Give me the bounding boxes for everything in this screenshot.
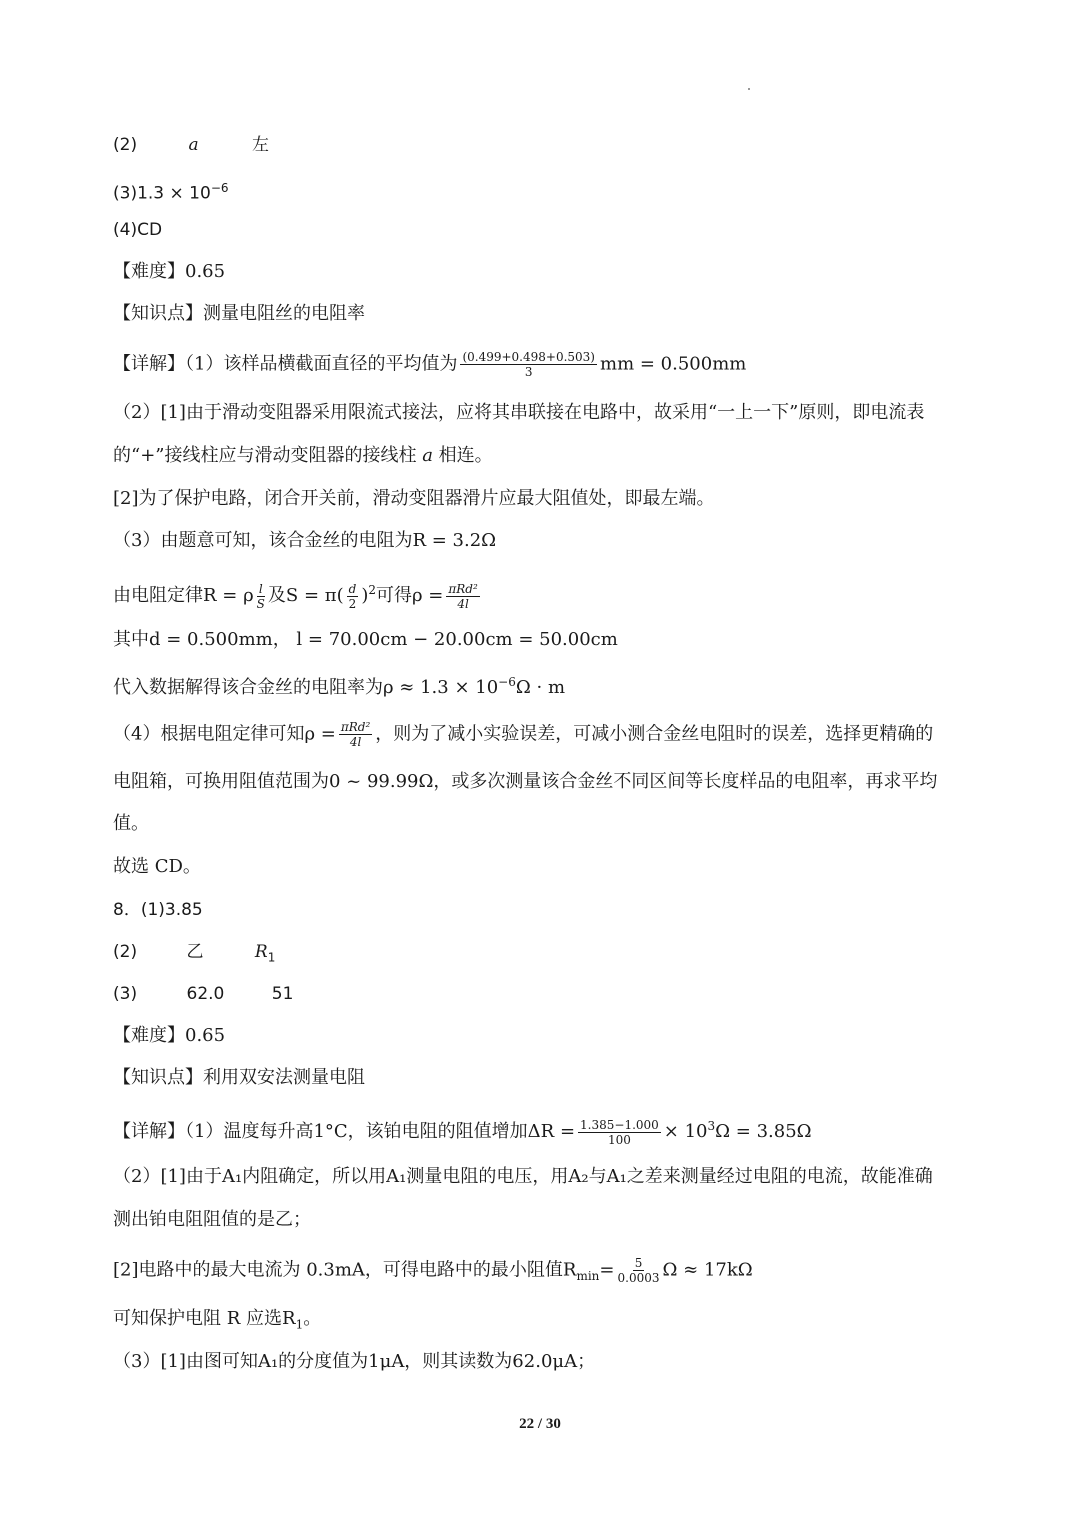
choose-answer: 故选 CD。 [113, 856, 201, 877]
fraction: $\frac{(0.499+0.498+0.503)}{3}$ [462, 350, 595, 379]
answer-8-3: (3) 62.0 51 [113, 984, 294, 1004]
detail-8-2-line1: （2）[1]由于A₁内阻确定，所以用A₁测量电阻的电压，用A₂与A₁之差来测量经过电阻的电流，故能准确 [113, 1166, 933, 1187]
stray-dot [748, 88, 750, 90]
fraction: $\frac{\text{πRd²}}{4l}$ [448, 581, 478, 611]
detail-7-2-line1: （2）[1]由于滑动变阻器采用限流式接法，应将其串联接在电路中，故采用“一上一下”原则，即电流表 [113, 402, 925, 423]
detail-8-1: 【详解】（1）温度每升高1°C，该铂电阻的阻值增加ΔR = $\frac{1.385-1.000}{100}$ × $10^3\Omega = 3.85\Omega$ [113, 1117, 812, 1147]
difficulty-8: 【难度】0.65 [113, 1025, 226, 1046]
detail-8-2-line4: 可知保护电阻 R 应选$R_1$。 [113, 1308, 322, 1332]
detail-8-2-line3: [2]电路中的最大电流为 0.3mA，可得电路中的最小阻值$R_{min}=$ $\frac{5}{0.0003}$ Ω ≈ 17kΩ [113, 1256, 753, 1285]
fraction: $\frac{\text{πRd²}}{4l}$ [340, 720, 371, 749]
answer-3: $(3)1.3 \times 10^{-6}$ [113, 181, 229, 204]
answer-4: (4)CD [113, 220, 163, 240]
detail-7-4-line1: （4）根据电阻定律可知ρ = $\frac{\text{πRd²}}{4l}$ ，则为了减小实验误差，可减小测合金丝电阻时的误差，选择更精确的 [113, 720, 934, 749]
page-number: 22 / 30 [519, 1416, 561, 1432]
detail-7-2-line3: [2]为了保护电路，闭合开关前，滑动变阻器滑片应最大阻值处，即最左端。 [113, 488, 715, 509]
fraction: $\frac{5}{0.0003}$ [617, 1256, 660, 1285]
answer-8-1: 8．(1)3.85 [113, 900, 203, 920]
answer-2: (2) a 左 [113, 135, 270, 155]
detail-7-1: 【详解】（1）该样品横截面直径的平均值为 $\frac{(0.499+0.498+0.503)}{3}$ mm = 0.500mm [113, 350, 747, 379]
knowledge-point-8: 【知识点】利用双安法测量电阻 [113, 1067, 365, 1088]
fraction: $\frac{l}{S}$ [256, 581, 265, 611]
fraction: $\frac{d}{2}$ [348, 581, 357, 611]
detail-8-3-line1: （3）[1]由图可知A₁的分度值为1μA，则其读数为62.0μA； [113, 1351, 596, 1372]
fraction: $\frac{1.385-1.000}{100}$ [580, 1117, 659, 1147]
detail-7-2-line2: 的“+”接线柱应与滑动变阻器的接线柱 a 相连。 [113, 445, 493, 466]
answer-8-2: (2) 乙 $R_1$ [113, 942, 276, 965]
detail-7-3-line1: （3）由题意可知，该合金丝的电阻为R = 3.2Ω [113, 530, 497, 551]
knowledge-point-7: 【知识点】测量电阻丝的电阻率 [113, 303, 365, 324]
difficulty-7: 【难度】0.65 [113, 261, 226, 282]
detail-7-3-law: 由电阻定律R = ρ $\frac{l}{S}$ 及S = π( $\frac{d}{2}$ )$^2$可得ρ = $\frac{\text{πRd²}}{4l}$ [113, 581, 478, 611]
detail-8-2-line2: 测出铂电阻阻值的是乙； [113, 1209, 311, 1230]
detail-7-3-line4: 代入数据解得该合金丝的电阻率为$\rho \approx 1.3 \times 10^{-6}\Omega \cdot m$ [113, 675, 566, 698]
detail-7-4-line3: 值。 [113, 813, 149, 834]
detail-7-3-line3: 其中d = 0.500mm， l = 70.00cm − 20.00cm = 50.00cm [113, 629, 618, 650]
detail-7-4-line2: 电阻箱，可换用阻值范围为0 ~ 99.99Ω，或多次测量该合金丝不同区间等长度样品的电阻率，再求平均 [113, 771, 938, 792]
